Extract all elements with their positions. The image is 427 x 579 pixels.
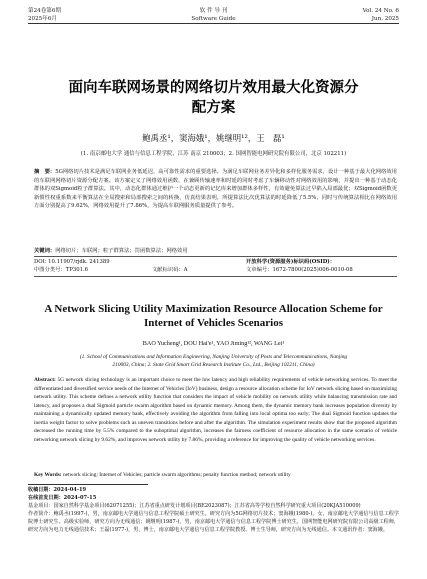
meta-rule-bottom <box>34 276 397 277</box>
authors-en: BAO Yucheng¹, DOU Hai'e¹, YAO Jiming¹², WANG Lei¹ <box>142 340 285 347</box>
keywords-label-en: Key Words: <box>34 472 62 478</box>
keywords-label-zh: 关键词： <box>34 248 56 254</box>
paper-title-zh: 面向车联网场景的网络切片效用最大化资源分 配方案 <box>68 80 359 116</box>
keywords-en <box>34 471 397 479</box>
class-number: 中图分类号：TP301.6 <box>34 267 89 273</box>
received-date: 收稿日期：2024-04-19 <box>28 487 87 493</box>
journal-volume: 第24卷第6期 <box>28 8 62 14</box>
journal-date: 2025年6月 <box>28 16 57 22</box>
affiliation-zh: (1. 南京邮电大学 通信与信息工程学院，江苏 南京 210003；2. 国网智能电网研究院有限公司，北京 102211) <box>80 151 347 157</box>
journal-date-en: Jun. 2025 <box>371 16 399 22</box>
header-rule <box>28 23 399 24</box>
abstract-label-en: Abstract: <box>34 377 56 383</box>
article-number: 文章编号：1672-7800(2025)006-0010-08 <box>246 267 353 273</box>
document-code: 文献标识码：A <box>152 267 188 273</box>
abstract-label-zh: 摘 要： <box>34 169 56 175</box>
abstract-en <box>34 376 397 444</box>
journal-name-zh: 软 件 导 刊 <box>199 8 228 14</box>
meta-row-2 <box>34 266 397 275</box>
abstract-zh <box>34 168 397 211</box>
footnote-rule <box>28 484 148 485</box>
doi: DOI: 10.11907/rjdk. 241389 <box>34 259 110 265</box>
affiliation-en: (1. School of Communications and Information Engineering, Nanjing University of Posts and Telecommunications, Nanjing 210003, China; 2. State Grid Smart Grid Research Institute Co., Ltd., Beijing 102211, China) <box>79 354 348 368</box>
keywords-text-zh: 网络切片；车联网；粒子群算法；罚函数算法；网络效用 <box>55 248 188 254</box>
authors-zh: 鲍禹丞¹，窦海娥¹，姚继明¹²，王 磊¹ <box>142 133 285 143</box>
footnote <box>28 486 399 534</box>
running-header <box>28 7 399 29</box>
oa-label: 开放科学(资源服务)标识码(OSID)： <box>246 259 336 265</box>
abstract-text-en: 5G network slicing technology is an important choice to meet the low latency and high reliability requirements of vehicle networking services. To meet the differentiated and diversified service needs of the Internet of Vehicles (IoV) business, design a resource allocation scheme for IoV network slicing based on maximizing network utility. This scheme defines a network utility function that considers the impact of vehicle mobility on network utility while balancing transmission rate and latency, and proposes a dual Sigmoid particle swarm algorithm based on dynamic memory. Among them, the dynamic memory bank increases population diversity by maintaining a dynamically updated memory bank, effectively avoiding the algorithm from falling into local optima too early; The dual Sigmoid function updates the inertia weight factor to solve problems such as uneven transitions before and after the algorithm. The simulation experiment results show that the proposed algorithm decreased the running time by 5.5% compared to the suboptimal algorithm, increases the fairness coefficient of resource allocation in the same scenario of vehicle networking network slicing by 9.62%, and improves network utility by 7.86%, providing a reference for improving the quality of vehicle networking services. <box>34 377 397 443</box>
online-date: 在线首发日期：2024-07-15 <box>28 495 97 501</box>
abstract-text-zh: 5G网络切片技术是满足车联网业务低延迟、高可靠性需求的重要选择。为满足车联网业务差异化和多样化服务需求，设计一种基于最大化网络效用的车联网网络切片资源分配方案。该方案定义了网络效用函数，在兼顾传输速率和时延的同时考虑了车辆移动性对网络效用的影响，并提出一种基于动态化群体的双Sigmoid粒子群算法。其中，动态化群体通过维护一个动态更新的记忆库来增加群体多样性，有效避免算法过早陷入局部最优；双Sigmoid函数更新惯性权重系数来平衡算法在全局搜索和局部搜索之间的转换，仿真结果表明，所提算法比次优算法的时延降低了5.5%，同时与传统算法相比在网络效用方面分别提高了9.62%，网络效用提升了7.86%，为提高车联网服务质量提供了参考。 <box>34 169 397 210</box>
paper-title-en: A Network Slicing Utility Maximization Resource Allocation Scheme for Internet of Vehicles Scenarios <box>44 303 383 329</box>
funding: 基金项目：国家自然科学基金项目(62071255)；江苏省重点研发计划项目(BE2023087)；江苏省高等学校自然科学研究重大项目(20KJA510009) <box>28 503 361 509</box>
keywords-zh <box>34 247 397 255</box>
author-bio: 作者简介：鲍禹丞(1997-)，男，南京邮电大学通信与信息工程学院硕士研究生，研究方向为5G网络切片技术；窦海娥(1980-)，女，南京邮电大学通信与信息工程学院博士研究生、高级实验师，研究方向为无线通信；姚继明(1987-)，男，南京邮电大学通信与信息工程学院博士研究生，国网智能电网研究院有限公司高级工程师，研究方向为电力无线通信技术；王磊(1977-)，男，博士，南京邮电大学通信与信息工程学院教授、博士生导师，研究方向为无线通信。本文通讯作者：窦海娥。 <box>28 511 399 533</box>
journal-volume-en: Vol. 24 No. 6 <box>362 8 399 14</box>
journal-name-en: Software Guide <box>191 16 236 22</box>
keywords-text-en: network slicing; Internet of Vehicles; particle swarm algorithms; penalty function method; network utility <box>62 472 291 478</box>
